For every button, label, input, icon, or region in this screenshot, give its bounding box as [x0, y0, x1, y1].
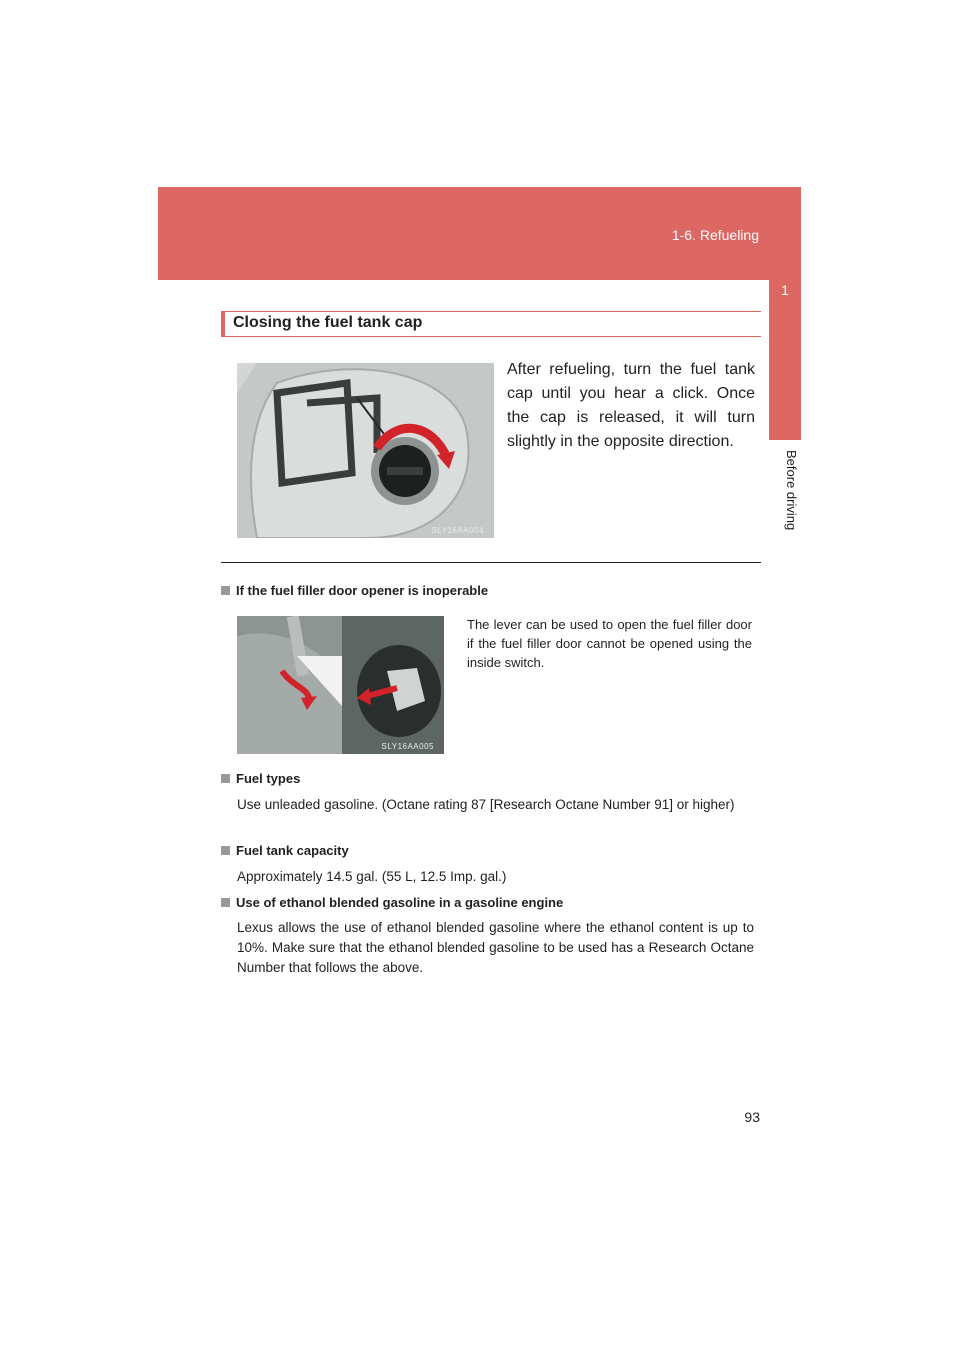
section-title — [221, 311, 761, 337]
square-bullet-icon — [221, 898, 230, 907]
lever-photo — [237, 616, 444, 754]
filler-door-heading: If the fuel filler door opener is inoperable — [221, 583, 488, 598]
section-title-bar — [221, 312, 225, 336]
fuel-capacity-text: Approximately 14.5 gal. (55 L, 12.5 Imp. gal.) — [237, 869, 507, 884]
header-band — [158, 187, 801, 280]
page-number: 93 — [744, 1109, 760, 1125]
chapter-side-tab — [769, 187, 801, 440]
section-label: 1-6. Refueling — [671, 227, 759, 243]
square-bullet-icon — [221, 774, 230, 783]
fuel-types-heading: Fuel types — [221, 771, 300, 786]
section-divider — [221, 562, 761, 563]
ethanol-heading: Use of ethanol blended gasoline in a gasoline engine — [221, 895, 563, 910]
fuel-cap-photo — [237, 363, 494, 538]
image-code-1: SLY16AA004 — [431, 526, 484, 535]
square-bullet-icon — [221, 846, 230, 855]
square-bullet-icon — [221, 586, 230, 595]
ethanol-text: Lexus allows the use of ethanol blended gasoline where the ethanol content is up to 10%. Make sure that the ethanol blended gasoline to be used has a Research Octane Number that follows the above. — [237, 920, 754, 975]
chapter-side-label: Before driving — [784, 450, 799, 531]
lever-illustration — [237, 616, 444, 754]
chapter-number: 1 — [781, 282, 789, 298]
image-code-2: SLY16AA005 — [381, 742, 434, 751]
filler-door-text: The lever can be used to open the fuel filler door if the fuel filler door cannot be opened using the inside switch. — [467, 617, 752, 670]
fuel-types-text: Use unleaded gasoline. (Octane rating 87 [Research Octane Number 91] or higher) — [237, 797, 735, 812]
fuel-cap-illustration — [237, 363, 494, 538]
fuel-capacity-heading: Fuel tank capacity — [221, 843, 349, 858]
closing-cap-text: After refueling, turn the fuel tank cap until you hear a click. Once the cap is released, it will turn slightly in the opposite direction. — [507, 361, 755, 450]
section-title-text: Closing the fuel tank cap — [233, 314, 423, 331]
